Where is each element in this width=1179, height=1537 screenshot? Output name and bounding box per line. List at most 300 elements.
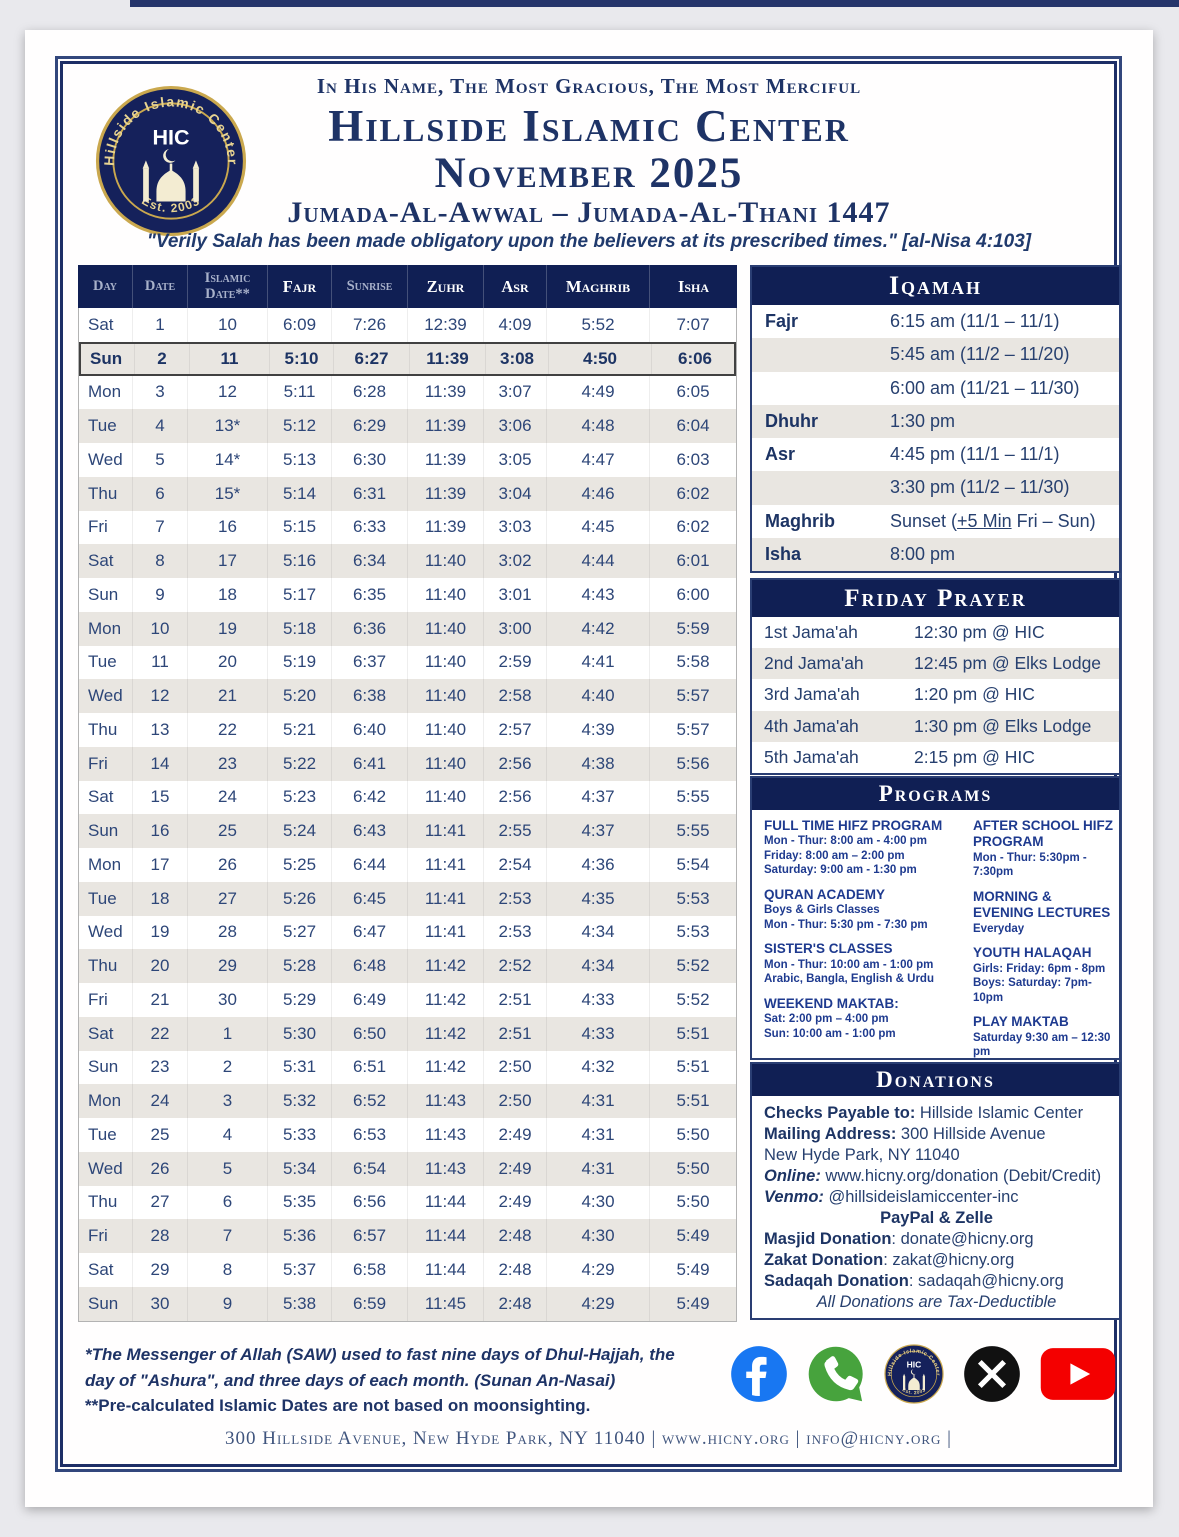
table-cell: 27 <box>188 882 268 916</box>
table-cell: 6:30 <box>332 443 408 477</box>
column-header: Islamic Date** <box>188 265 268 308</box>
friday-prayer-row <box>752 617 1119 648</box>
table-cell: 6:41 <box>332 747 408 781</box>
table-cell: 6:42 <box>332 781 408 815</box>
table-row <box>79 679 736 713</box>
table-cell: 11:41 <box>408 848 484 882</box>
table-cell: 22 <box>133 1017 188 1051</box>
hijri-month-title: Jumada-Al-Awwal – Jumada-Al-Thani 1447 <box>287 196 891 229</box>
table-cell: 5:23 <box>268 781 332 815</box>
prayer-time: 5:45 am (11/2 – 11/20) <box>890 344 1070 365</box>
table-cell: 6:44 <box>332 848 408 882</box>
program-detail: Mon - Thur: 10:00 am - 1:00 pm <box>764 958 934 971</box>
program-item <box>764 818 967 878</box>
donation-value: 300 Hillside Avenue <box>896 1124 1046 1143</box>
table-row <box>79 376 736 410</box>
table-cell: 23 <box>133 1051 188 1085</box>
program-detail: Sun: 10:00 am - 1:00 pm <box>764 1027 896 1040</box>
table-cell: 11:43 <box>408 1152 484 1186</box>
table-cell: 13 <box>133 713 188 747</box>
table-cell: 8 <box>133 544 188 578</box>
table-cell: 3:04 <box>484 477 547 511</box>
table-cell: 13* <box>188 409 268 443</box>
program-title: SISTER'S CLASSES <box>764 941 893 957</box>
table-cell: 3:05 <box>484 443 547 477</box>
table-cell: 2:50 <box>484 1084 547 1118</box>
program-detail: Everyday <box>973 922 1025 935</box>
table-row <box>79 781 736 815</box>
table-cell: Thu <box>79 713 133 747</box>
column-header: Day <box>78 265 133 308</box>
table-cell: 2:54 <box>484 848 547 882</box>
jamaah-time: 2:15 pm @ HIC <box>914 746 1035 767</box>
table-cell: 12 <box>133 679 188 713</box>
table-cell: 2 <box>188 1051 268 1085</box>
table-cell: 2:51 <box>484 983 547 1017</box>
table-cell: 6:53 <box>332 1118 408 1152</box>
prayer-time: 3:30 pm (11/2 – 11/30) <box>890 477 1070 498</box>
page-title: Hillside Islamic Center <box>328 101 850 151</box>
table-cell: 17 <box>188 544 268 578</box>
table-cell: 28 <box>133 1219 188 1253</box>
time-underlined: +5 Min <box>957 510 1012 531</box>
table-cell: 21 <box>188 679 268 713</box>
table-cell: 11:44 <box>408 1253 484 1287</box>
table-cell: 2:53 <box>484 916 547 950</box>
donation-line <box>764 1271 1109 1292</box>
donation-value: : zakat@hicny.org <box>883 1250 1015 1269</box>
donation-line <box>764 1145 1109 1166</box>
table-cell: 2 <box>135 344 190 374</box>
table-cell: 6:00 <box>676 584 710 604</box>
table-cell: Tue <box>79 882 133 916</box>
table-row <box>79 1118 736 1152</box>
iqamah-rows <box>752 305 1119 571</box>
friday-prayer-rows <box>752 617 1119 773</box>
table-row <box>79 713 736 747</box>
table-cell: 6:40 <box>332 713 408 747</box>
table-cell: 11 <box>190 344 270 374</box>
whatsapp-icon[interactable] <box>807 1345 865 1403</box>
table-cell: 4:34 <box>547 916 650 950</box>
table-cell: Mon <box>79 1084 133 1118</box>
youtube-icon[interactable] <box>1040 1347 1116 1401</box>
donations-lines <box>752 1096 1119 1317</box>
table-cell: 6:33 <box>332 511 408 545</box>
table-cell: 2:57 <box>484 713 547 747</box>
table-cell: 5:33 <box>268 1118 332 1152</box>
table-cell: 6:01 <box>676 551 710 571</box>
program-detail: Mon - Thur: 5:30 pm - 7:30 pm <box>764 918 928 931</box>
table-row <box>79 409 736 443</box>
program-title: FULL TIME HIFZ PROGRAM <box>764 818 943 833</box>
table-row <box>79 1287 736 1321</box>
table-cell: 1 <box>133 308 188 342</box>
prayer-name: Fajr <box>765 311 799 332</box>
table-cell: 6:52 <box>332 1084 408 1118</box>
table-cell: 11:42 <box>408 949 484 983</box>
table-cell: 4 <box>188 1118 268 1152</box>
table-cell: Wed <box>79 1152 133 1186</box>
table-row <box>79 916 736 950</box>
month-title: November 2025 <box>434 150 744 197</box>
program-title: MORNING & EVENING LECTURES <box>973 888 1111 921</box>
table-cell: 5:49 <box>676 1226 710 1246</box>
table-cell: Sun <box>81 344 135 374</box>
table-cell: 5 <box>133 443 188 477</box>
table-cell: 3 <box>133 376 188 410</box>
table-cell: 5:55 <box>676 821 710 841</box>
table-cell: 4:38 <box>547 747 650 781</box>
table-cell: 5:18 <box>268 612 332 646</box>
column-header: Asr <box>484 265 547 308</box>
iqamah-box <box>750 265 1121 573</box>
table-cell: 25 <box>133 1118 188 1152</box>
prayer-name: Maghrib <box>765 510 835 531</box>
table-cell: 11:39 <box>408 511 484 545</box>
program-detail: Arabic, Bangla, English & Urdu <box>764 973 934 986</box>
table-cell: 6:56 <box>332 1186 408 1220</box>
table-cell: 11:43 <box>408 1118 484 1152</box>
table-cell: 5:22 <box>268 747 332 781</box>
table-cell: 24 <box>133 1084 188 1118</box>
table-cell: 5:52 <box>547 308 650 342</box>
friday-prayer-title: Friday Prayer <box>752 580 1119 617</box>
table-cell: Wed <box>79 916 133 950</box>
table-cell: 5:25 <box>268 848 332 882</box>
table-cell: 5:51 <box>676 1057 710 1077</box>
table-cell: 6 <box>188 1186 268 1220</box>
table-cell: Sat <box>79 781 133 815</box>
table-cell: 11:40 <box>408 713 484 747</box>
program-item <box>764 887 967 932</box>
table-cell: 6:02 <box>676 517 710 537</box>
table-row <box>79 308 736 342</box>
table-row <box>79 646 736 680</box>
table-cell: 3:08 <box>486 344 549 374</box>
table-cell: 5:34 <box>268 1152 332 1186</box>
table-cell: 4:36 <box>547 848 650 882</box>
column-header: Isha <box>677 276 710 296</box>
hic-logo-icon[interactable] <box>884 1344 944 1404</box>
table-cell: 6:57 <box>332 1219 408 1253</box>
program-item <box>764 941 967 986</box>
table-cell: 5:12 <box>268 409 332 443</box>
table-cell: 6:43 <box>332 814 408 848</box>
table-cell: 11:39 <box>408 477 484 511</box>
table-row <box>79 477 736 511</box>
table-cell: 10 <box>188 308 268 342</box>
donations-box <box>750 1062 1121 1320</box>
table-cell: 4:35 <box>547 882 650 916</box>
table-cell: 6:36 <box>332 612 408 646</box>
table-cell: 7 <box>133 511 188 545</box>
table-cell: 5:14 <box>268 477 332 511</box>
table-cell: 8 <box>188 1253 268 1287</box>
iqamah-title: Iqamah <box>752 267 1119 305</box>
table-cell: 5:57 <box>676 719 710 739</box>
donation-line <box>764 1250 1109 1271</box>
table-cell: 20 <box>188 646 268 680</box>
program-detail: Mon - Thur: 5:30pm - 7:30pm <box>973 851 1087 879</box>
program-detail: Saturday 9:30 am – 12:30 pm <box>973 1031 1111 1059</box>
friday-prayer-row <box>752 648 1119 679</box>
donation-line <box>764 1103 1109 1124</box>
table-cell: 11 <box>133 646 188 680</box>
table-cell: 4:31 <box>547 1118 650 1152</box>
table-cell: 6:50 <box>332 1017 408 1051</box>
table-cell: 4:37 <box>547 781 650 815</box>
table-cell: 5:11 <box>268 376 332 410</box>
table-cell: 5:59 <box>676 618 710 638</box>
table-cell: Tue <box>79 409 133 443</box>
table-cell: Thu <box>79 477 133 511</box>
table-cell: 7 <box>188 1219 268 1253</box>
footnote-islamic-dates: **Pre-calculated Islamic Dates are not based on moonsighting. <box>85 1396 591 1415</box>
table-row <box>79 882 736 916</box>
table-cell: 4 <box>133 409 188 443</box>
table-row <box>79 949 736 983</box>
table-cell: 11:42 <box>408 983 484 1017</box>
table-cell: 20 <box>133 949 188 983</box>
table-cell: Sun <box>79 578 133 612</box>
table-cell: 6:58 <box>332 1253 408 1287</box>
table-cell: 6:29 <box>332 409 408 443</box>
table-cell: 16 <box>133 814 188 848</box>
table-cell: 6:31 <box>332 477 408 511</box>
bismillah-line: In His Name, The Most Gracious, The Most Merciful <box>316 74 862 98</box>
x-icon[interactable] <box>963 1345 1021 1403</box>
table-cell: 5:29 <box>268 983 332 1017</box>
program-detail: Mon - Thur: 8:00 am - 4:00 pm <box>764 835 927 848</box>
table-cell: 17 <box>133 848 188 882</box>
program-item <box>973 889 1113 936</box>
table-cell: 11:39 <box>408 443 484 477</box>
table-cell: 5:32 <box>268 1084 332 1118</box>
social-icons-row <box>730 1344 1130 1404</box>
prayer-time <box>890 511 1096 532</box>
table-cell: 6:09 <box>268 308 332 342</box>
table-cell: 5:53 <box>676 922 710 942</box>
table-cell: 5:19 <box>268 646 332 680</box>
table-cell: 9 <box>188 1287 268 1321</box>
table-cell: 2:56 <box>484 781 547 815</box>
table-cell: 5:31 <box>268 1051 332 1085</box>
table-cell: 4:39 <box>547 713 650 747</box>
table-row <box>79 1186 736 1220</box>
table-cell: 4:30 <box>547 1219 650 1253</box>
table-row <box>79 983 736 1017</box>
table-cell: 5:49 <box>676 1293 710 1313</box>
table-cell: 5:15 <box>268 511 332 545</box>
program-item <box>973 945 1113 1005</box>
table-cell: 30 <box>133 1287 188 1321</box>
table-cell: 24 <box>188 781 268 815</box>
table-cell: 5:20 <box>268 679 332 713</box>
jamaah-name: 2nd Jama'ah <box>764 653 864 674</box>
column-header: Sunrise <box>332 265 408 308</box>
table-row <box>79 1253 736 1287</box>
prayer-name: Isha <box>765 543 802 564</box>
table-cell: 11:44 <box>408 1219 484 1253</box>
table-cell: 4:32 <box>547 1051 650 1085</box>
table-row <box>79 747 736 781</box>
table-cell: 12 <box>188 376 268 410</box>
jamaah-name: 5th Jama'ah <box>764 746 859 767</box>
table-cell: 6:59 <box>332 1287 408 1321</box>
facebook-icon[interactable] <box>730 1345 788 1403</box>
table-cell: Tue <box>79 1118 133 1152</box>
table-cell: 5:49 <box>676 1259 710 1279</box>
table-cell: 6:38 <box>332 679 408 713</box>
donation-line <box>764 1229 1109 1250</box>
program-detail: Sat: 2:00 pm – 4:00 pm <box>764 1013 889 1026</box>
table-cell: 5:21 <box>268 713 332 747</box>
donation-line <box>764 1187 1109 1208</box>
table-cell: 11:44 <box>408 1186 484 1220</box>
table-cell: 11:39 <box>408 376 484 410</box>
table-cell: 23 <box>188 747 268 781</box>
table-cell: 11:43 <box>408 1084 484 1118</box>
table-cell: 5:26 <box>268 882 332 916</box>
program-item <box>973 1014 1113 1059</box>
donation-label: Mailing Address: <box>764 1124 897 1143</box>
table-cell: 6:48 <box>332 949 408 983</box>
table-cell: 21 <box>133 983 188 1017</box>
photo-edge-strip <box>130 0 1179 7</box>
iqamah-row <box>752 438 1119 471</box>
table-cell: 11:39 <box>408 409 484 443</box>
program-detail: Boys & Girls Classes <box>764 904 880 917</box>
table-cell: 4:09 <box>484 308 547 342</box>
program-detail: Friday: 8:00 am – 2:00 pm <box>764 849 905 862</box>
friday-prayer-box <box>750 578 1121 775</box>
table-cell: 2:53 <box>484 882 547 916</box>
table-cell: 3:02 <box>484 544 547 578</box>
table-cell: 16 <box>188 511 268 545</box>
column-header: Fajr <box>268 265 332 308</box>
table-cell: 4:30 <box>547 1186 650 1220</box>
table-cell: 11:42 <box>408 1017 484 1051</box>
prayer-time: 8:00 pm <box>890 543 956 564</box>
footnote-hadith: *The Messenger of Allah (SAW) used to fast nine days of Dhul-Hajjah, the day of "Ashura", and three days of each month. (Sunan An-Nasai) <box>85 1345 675 1390</box>
table-cell: Thu <box>79 1186 133 1220</box>
iqamah-row <box>752 338 1119 371</box>
table-cell: 5:24 <box>268 814 332 848</box>
table-cell: 27 <box>133 1186 188 1220</box>
table-cell: 11:40 <box>408 578 484 612</box>
prayer-time: 6:00 am (11/21 – 11/30) <box>890 377 1080 398</box>
table-cell: 15* <box>188 477 268 511</box>
table-cell: 5:35 <box>268 1186 332 1220</box>
table-cell: 6:45 <box>332 882 408 916</box>
table-cell: 6:05 <box>676 382 710 402</box>
table-cell: 11:40 <box>408 544 484 578</box>
table-cell: 11:41 <box>408 882 484 916</box>
table-row <box>79 511 736 545</box>
program-title: QURAN ACADEMY <box>764 886 885 902</box>
donation-line <box>764 1208 1109 1229</box>
donation-value: All Donations are Tax-Deductible <box>816 1292 1057 1311</box>
donation-value: @hillsideislamiccenter-inc <box>823 1187 1019 1206</box>
prayer-table-header <box>78 265 737 308</box>
program-detail: Girls: Friday: 6pm - 8pm <box>973 962 1106 975</box>
table-cell: 5:38 <box>268 1287 332 1321</box>
jamaah-time: 1:20 pm @ HIC <box>914 684 1035 705</box>
table-cell: 5:51 <box>676 1023 710 1043</box>
table-row <box>79 1219 736 1253</box>
table-cell: 19 <box>133 916 188 950</box>
table-cell: 5:50 <box>676 1192 710 1212</box>
table-cell: 4:49 <box>547 376 650 410</box>
donation-line <box>764 1292 1109 1313</box>
table-cell: Sun <box>79 814 133 848</box>
jamaah-name: 1st Jama'ah <box>764 622 858 643</box>
donation-label: Online: <box>764 1166 821 1185</box>
table-cell: 6:49 <box>332 983 408 1017</box>
table-cell: 10 <box>133 612 188 646</box>
table-cell: 5:16 <box>268 544 332 578</box>
iqamah-row <box>752 538 1119 571</box>
table-row <box>79 1084 736 1118</box>
table-cell: 2:48 <box>484 1253 547 1287</box>
donation-label: Venmo: <box>764 1187 824 1206</box>
prayer-table-body <box>78 308 737 1322</box>
table-cell: Mon <box>79 848 133 882</box>
table-cell: Wed <box>79 443 133 477</box>
table-cell: 4:46 <box>547 477 650 511</box>
table-row <box>79 544 736 578</box>
table-cell: 3:01 <box>484 578 547 612</box>
table-cell: 5:55 <box>676 787 710 807</box>
table-cell: 6:28 <box>332 376 408 410</box>
table-cell: 19 <box>188 612 268 646</box>
table-cell: 6:35 <box>332 578 408 612</box>
table-row <box>79 612 736 646</box>
table-cell: Thu <box>79 949 133 983</box>
table-cell: 2:49 <box>484 1186 547 1220</box>
table-cell: 4:47 <box>547 443 650 477</box>
program-item <box>973 818 1113 880</box>
table-cell: 4:48 <box>547 409 650 443</box>
table-cell: 6 <box>133 477 188 511</box>
program-title: AFTER SCHOOL HIFZ PROGRAM <box>973 818 1113 850</box>
table-cell: 5:58 <box>676 652 710 672</box>
jamaah-time: 1:30 pm @ Elks Lodge <box>914 715 1092 736</box>
donation-label: Sadaqah Donation <box>764 1271 909 1290</box>
column-header: Zuhr <box>408 265 484 308</box>
table-cell: 4:31 <box>547 1152 650 1186</box>
table-cell: Sat <box>79 1017 133 1051</box>
table-cell: 28 <box>188 916 268 950</box>
table-cell: 3:06 <box>484 409 547 443</box>
table-cell: 2:50 <box>484 1051 547 1085</box>
table-cell: 5:53 <box>676 888 710 908</box>
program-title: PLAY MAKTAB <box>973 1014 1069 1030</box>
friday-prayer-row <box>752 679 1119 710</box>
prayer-time: 6:15 am (11/1 – 11/1) <box>890 311 1060 332</box>
table-cell: 2:52 <box>484 949 547 983</box>
table-cell: 2:49 <box>484 1118 547 1152</box>
table-row <box>79 848 736 882</box>
table-cell: 11:40 <box>408 747 484 781</box>
table-cell: 4:40 <box>547 679 650 713</box>
program-item <box>764 996 967 1041</box>
table-cell: 5:57 <box>676 686 710 706</box>
table-row <box>79 1051 736 1085</box>
table-cell: Wed <box>79 679 133 713</box>
iqamah-row <box>752 505 1119 538</box>
